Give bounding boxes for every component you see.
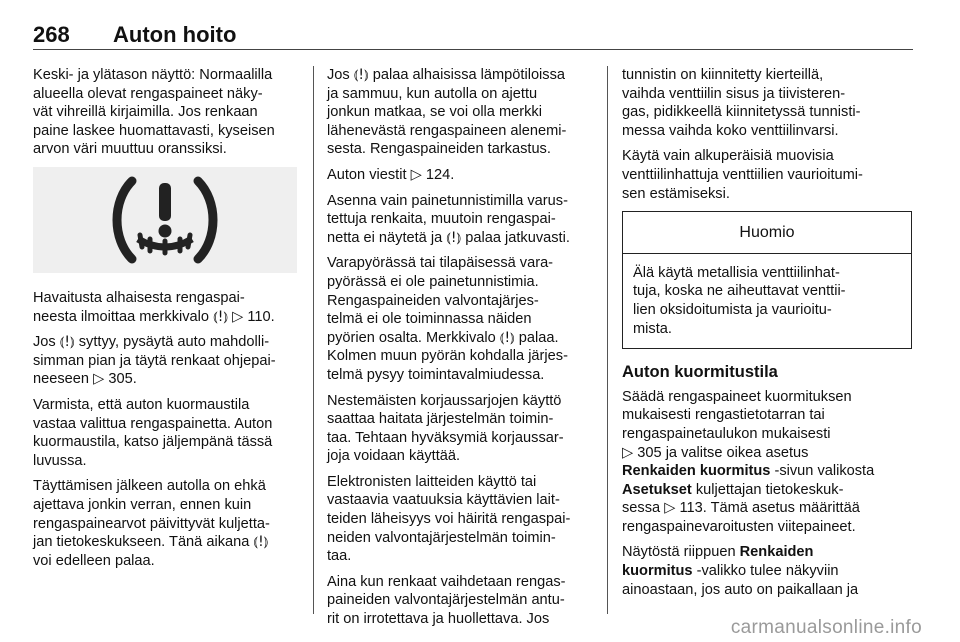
page-number: 268 [33, 22, 70, 47]
tpms-warning-icon: ⦅!⦆ [59, 334, 75, 351]
paragraph: Käytä vain alkuperäisiä muovisia venttiilinhattuja venttiilien vaurioitumi- sen estämiseksi. [622, 148, 863, 202]
page-header [33, 22, 913, 50]
notice-body: Älä käytä metallisia venttiilinhat- tuja, koska ne aiheuttavat venttii- lien oksidoitumista ja vaurioitu- mista. [633, 264, 846, 337]
menu-term: Renkaiden kuormitus [622, 544, 814, 580]
menu-term: Renkaiden kuormitus [622, 463, 771, 480]
ref-arrow-icon: ▷ [622, 444, 634, 461]
column-2 [327, 66, 592, 636]
paragraph: Varmista, että auton kuormaustila vastaa valittua rengaspainetta. Auton kuormaustila, katso jäljempänä tässä luvussa. [33, 396, 273, 469]
menu-term: Asetukset [622, 481, 692, 498]
paragraph: Elektronisten laitteiden käyttö tai vastaavia vaatuuksia käyttävien lait- teiden läheisyys voi häiritä rengaspai- neiden valvontajärjestelmän toimin- taa. [327, 473, 571, 565]
tpms-warning-icon: ⦅!⦆ [499, 329, 515, 346]
paragraph: tunnistin on kiinnitetty kierteillä, vaihda venttiilin sisus ja tiivisteren- gas, pidikkeellä kiinnitetyssä tunnisti- messa vaihda koko venttiilinvarsi. [622, 67, 861, 139]
column-1 [33, 66, 301, 577]
paragraph: Jos ⦅!⦆ syttyy, pysäytä auto mahdolli- simman pian ja täytä renkaat ohjepai- neeseen ▷ 305. [33, 334, 276, 388]
paragraph: Havaitusta alhaisesta rengaspai- neesta ilmoittaa merkkivalo ⦅!⦆ ▷ 110. [33, 289, 275, 325]
tpms-warning-icon: ⦅!⦆ [253, 534, 269, 551]
watermark: carmanualsonline.info [730, 617, 922, 638]
notice-box [622, 211, 912, 349]
paragraph: Säädä rengaspaineet kuormituksen mukaisesti rengastietotarran tai rengaspainetaulukon mukaisesti ▷ 305 ja valitse oikea asetus Renkaiden kuormitus -sivun valikosta Asetukset kuljettajan tietokeskuk- sessa ▷ 113. Tämä asetus määrittää rengaspainevaroitusten viitepaineet. [622, 388, 875, 535]
page-title: Auton hoito [113, 22, 237, 47]
tpms-warning-icon: ⦅!⦆ [213, 308, 229, 325]
paragraph: Aina kun renkaat vaihdetaan rengas- paineiden valvontajärjestelmän antu- rit on irrotettava ja huollettava. Jos [327, 573, 566, 628]
column-divider [607, 66, 608, 614]
paragraph: Nestemäisten korjaussarjojen käyttö saattaa haitata järjestelmän toimin- taa. Tehtaan hyväksymiä korjaussar- joja voidaan käyttää. [327, 392, 564, 465]
paragraph: Auton viestit ▷ 124. [327, 166, 455, 183]
paragraph: Jos ⦅!⦆ palaa alhaisissa lämpötiloissa ja sammuu, kun autolla on ajettu jonkun matkaa, se voi olla merkki lähenevästä rengaspaineen alenemi- sesta. Rengaspaineiden tarkastus. [327, 67, 567, 158]
section-heading: Auton kuormitustila [622, 363, 778, 382]
ref-arrow-icon: ▷ [232, 308, 244, 325]
notice-title: Huomio [623, 212, 911, 254]
header-divider [33, 49, 913, 50]
paragraph: Keski- ja ylätason näyttö: Normaalilla alueella olevat rengaspaineet näky- vät vihreillä kirjaimilla. Jos renkaan paine laskee huomattavasti, kyseisen arvon väri muuttuu oranssiksi. [33, 67, 275, 158]
tpms-warning-icon-graphic [110, 173, 220, 267]
paragraph: Asenna vain painetunnistimilla varus- tettuja renkaita, muutoin rengaspai- netta ei näytetä ja ⦅!⦆ palaa jatkuvasti. [327, 192, 570, 246]
ref-arrow-icon: ▷ [410, 166, 422, 183]
tpms-warning-icon: ⦅!⦆ [353, 67, 369, 83]
paragraph: Näytöstä riippuen Renkaiden kuormitus -valikko tulee näkyviin ainoastaan, jos auto on paikallaan ja [622, 544, 859, 598]
tpms-warning-icon [33, 167, 297, 273]
paragraph: Täyttämisen jälkeen autolla on ehkä ajettava jonkin verran, ennen kuin rengaspainearvot päivittyvät kuljetta- jan tietokeskukseen. Tänä aikana ⦅!⦆ voi edelleen palaa. [33, 478, 270, 569]
ref-arrow-icon: ▷ [93, 371, 105, 388]
ref-arrow-icon: ▷ [664, 500, 676, 517]
tpms-warning-icon: ⦅!⦆ [446, 229, 462, 246]
column-divider [313, 66, 314, 614]
column-3 [622, 66, 912, 606]
paragraph: Varapyörässä tai tilapäisessä vara- pyörässä ei ole painetunnistimia. Rengaspaineiden valvontajärjes- telmä ei ole toiminnassa näiden pyörien osalta. Merkkivalo ⦅!⦆ palaa. Kolmen muun pyörän kohdalla järjes- telmä pysyy toimintavalmiudessa. [327, 255, 568, 383]
